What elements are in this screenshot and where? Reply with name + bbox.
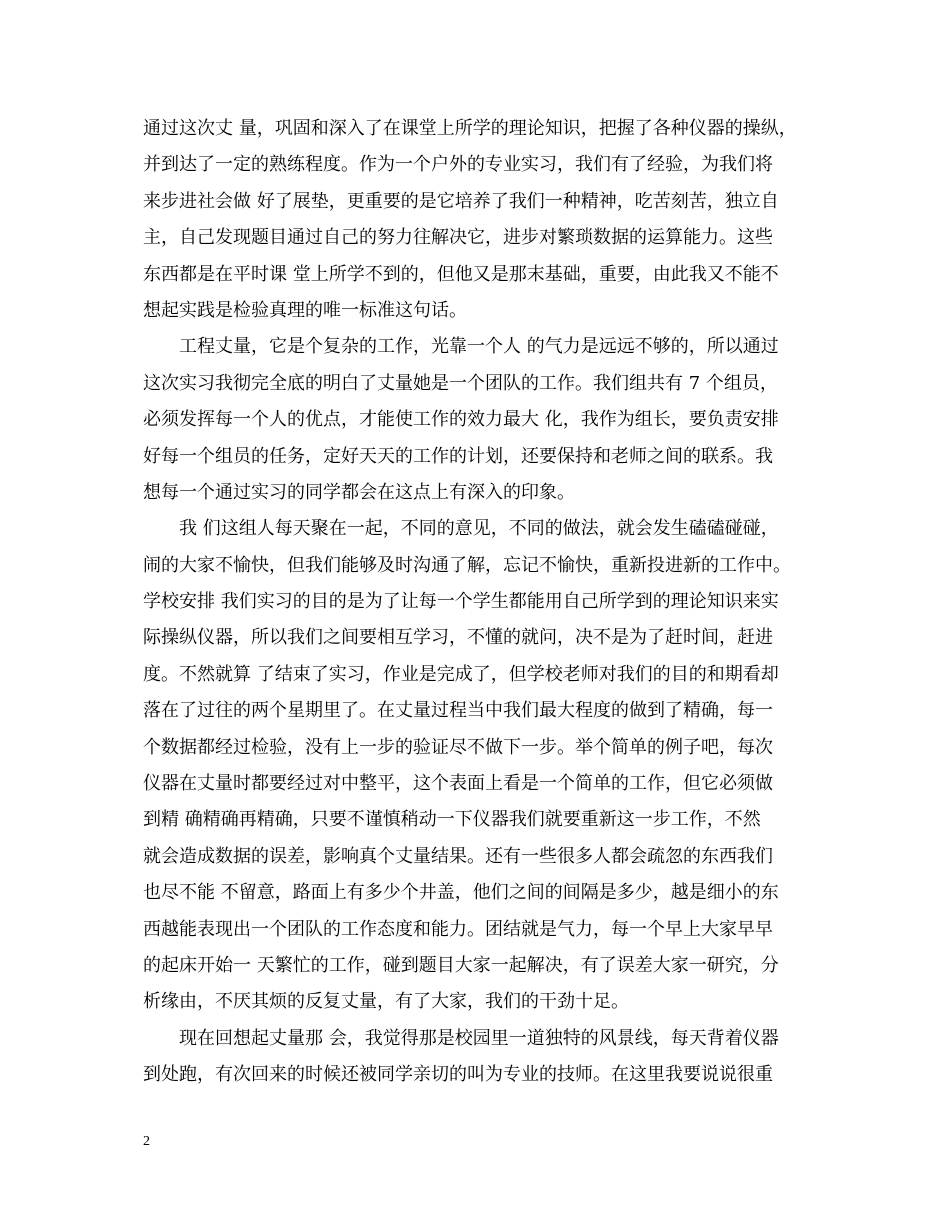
text-line: 度。不然就算 了结束了实习，作业是完成了，但学校老师对我们的目的和期看却 (143, 663, 779, 685)
text-line: 析缘由，不厌其烦的反复丈量，有了大家，我们的干劲十足。 (143, 991, 629, 1013)
text-line: 通过这次丈 量，巩固和深入了在课堂上所学的理论知识，把握了各种仪器的操纵， (143, 118, 797, 139)
text-line: 想每一个通过实习的同学都会在这点上有深入的印象。 (143, 481, 575, 503)
text-line: 个数据都经过检验，没有上一步的验证尽不做下一步。举个简单的例子吧，每次 (143, 736, 773, 758)
text-line: 学校安排 我们实习的目的是为了让每一个学生都能用自己所学到的理论知识来实 (143, 591, 779, 613)
text-line: 落在了过往的两个星期里了。在丈量过程当中我们最大程度的做到了精确，每一 (143, 700, 773, 722)
text-line: 就会造成数据的误差，影响真个丈量结果。还有一些很多人都会疏忽的东西我们 (143, 845, 773, 867)
text-line: 的起床开始一 天繁忙的工作，碰到题目大家一起解决，有了误差大家一研究，分 (143, 954, 779, 976)
text-line: 西越能表现出一个团队的工作态度和能力。团结就是气力，每一个早上大家早早 (143, 918, 773, 940)
text-line: 必须发挥每一个人的优点，才能使工作的效力最大 化，我作为组长，要负责安排 (143, 409, 779, 431)
text-line: 并到达了一定的熟练程度。作为一个户外的专业实习，我们有了经验，为我们将 (143, 154, 773, 176)
text-line: 到精 确精确再精确，只要不谨慎稍动一下仪器我们就要重新这一步工作，不然 (143, 809, 761, 831)
text-line: 想起实践是检验真理的唯一标准这句话。 (143, 299, 467, 321)
page-number: 2 (143, 1134, 150, 1149)
paragraph-first-line: 我 们这组人每天聚在一起，不同的意见，不同的做法，就会发生磕磕碰碰， (179, 518, 779, 540)
text-line: 闹的大家不愉快，但我们能够及时沟通了解，忘记不愉快，重新投进新的工作中。 (143, 554, 791, 576)
text-line: 仪器在丈量时都要经过对中整平，这个表面上看是一个简单的工作，但它必须做 (143, 773, 773, 795)
text-line: 到处跑，有次回来的时候还被同学亲切的叫为专业的技师。在这里我要说说很重 (143, 1064, 773, 1086)
text-line: 东西都是在平时课 堂上所学不到的，但他又是那末基础，重要，由此我又不能不 (143, 263, 779, 285)
text-line: 好每一个组员的任务，定好天天的工作的计划，还要保持和老师之间的联系。我 (143, 445, 773, 467)
text-line: 也尽不能 不留意，路面上有多少个井盖，他们之间的间隔是多少，越是细小的东 (143, 882, 779, 904)
text-line: 主，自己发现题目通过自己的努力往解决它，进步对繁琐数据的运算能力。这些 (143, 227, 773, 249)
text-line: 际操纵仪器，所以我们之间要相互学习，不懂的就问，决不是为了赶时间，赶进 (143, 627, 773, 649)
text-line: 来步进社会做 好了展垫，更重要的是它培养了我们一种精神，吃苦刻苦，独立自 (143, 190, 779, 212)
paragraph-first-line: 现在回想起丈量那 会，我觉得那是校园里一道独特的风景线，每天背着仪器 (179, 1027, 779, 1049)
paragraph-first-line: 工程丈量，它是个复杂的工作，光靠一个人 的气力是远远不够的，所以通过 (179, 336, 779, 358)
text-line: 这次实习我彻完全底的明白了丈量她是一个团队的工作。我们组共有 7 个组员， (143, 372, 778, 394)
body-text (143, 111, 813, 1094)
